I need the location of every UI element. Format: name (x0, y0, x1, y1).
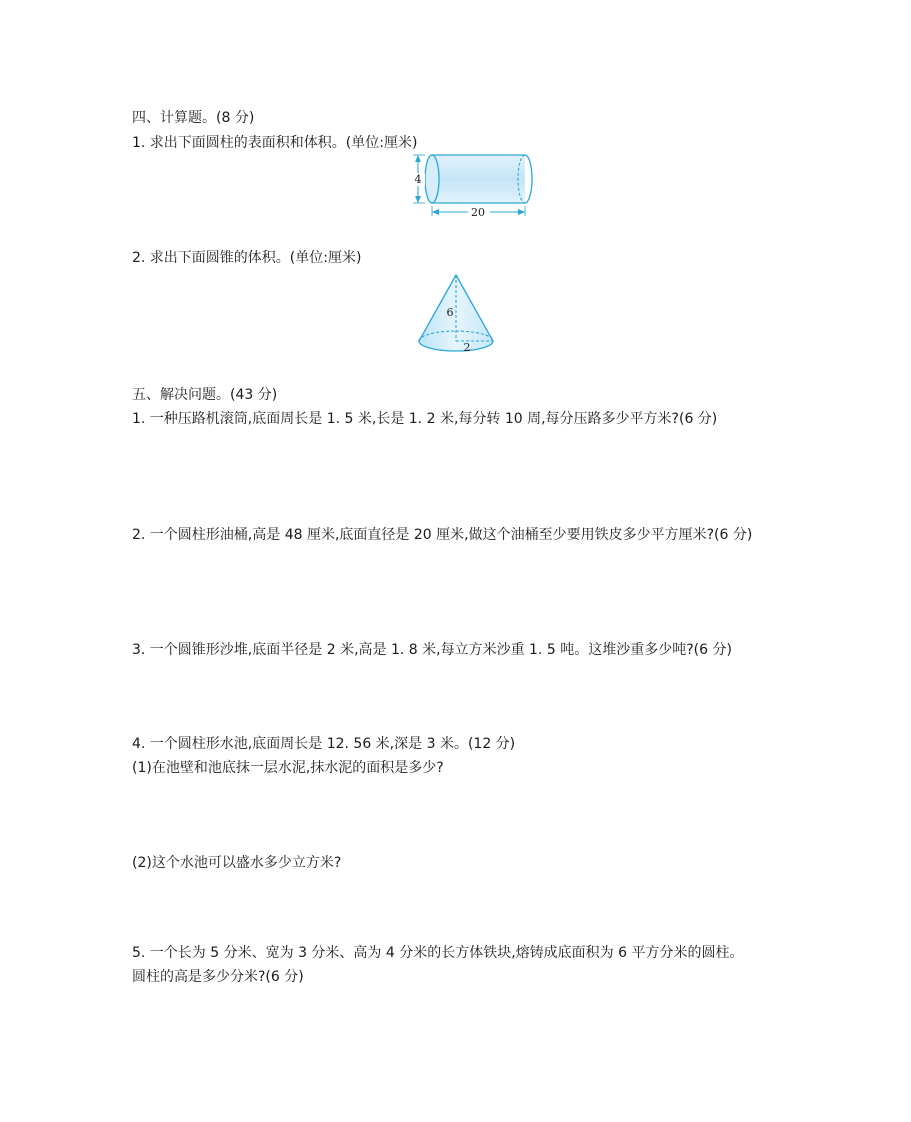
cylinder-height-label: 4 (414, 173, 422, 186)
section-5-question-5-line-2: 圆柱的高是多少分米?(6 分) (132, 969, 304, 985)
section-5-title: 五、解决问题。(43 分) (132, 387, 278, 403)
section-5-question-2: 2. 一个圆柱形油桶,高是 48 厘米,底面直径是 20 厘米,做这个油桶至少要用铁皮多少平方厘米?(6 分) (132, 527, 753, 543)
cylinder-body (432, 155, 525, 203)
cone-height-label: 6 (446, 306, 454, 319)
section-5-question-4: 4. 一个圆柱形水池,底面周长是 12. 56 米,深是 3 米。(12 分) (132, 736, 516, 752)
section-4-question-2: 2. 求出下面圆锥的体积。(单位:厘米) (132, 250, 362, 266)
section-5-question-1: 1. 一种压路机滚筒,底面周长是 1. 5 米,长是 1. 2 米,每分转 10 周,每分压路多少平方米?(6 分) (132, 411, 718, 427)
section-5-question-5-line-1: 5. 一个长为 5 分米、宽为 3 分米、高为 4 分米的长方体铁块,熔铸成底面积为 6 平方分米的圆柱。 (132, 945, 744, 961)
section-5-question-4-part-1: (1)在池壁和池底抹一层水泥,抹水泥的面积是多少? (132, 760, 444, 776)
cone-radius-label: 2 (463, 341, 471, 354)
section-5-question-3: 3. 一个圆锥形沙堆,底面半径是 2 米,高是 1. 8 米,每立方米沙重 1. 5 吨。这堆沙重多少吨?(6 分) (132, 642, 732, 658)
cylinder-length-label: 20 (471, 206, 485, 219)
section-4-question-1: 1. 求出下面圆柱的表面积和体积。(单位:厘米) (132, 135, 418, 151)
section-5-question-4-part-2: (2)这个水池可以盛水多少立方米? (132, 855, 342, 871)
cone-diagram (412, 270, 500, 358)
cylinder-diagram (405, 148, 540, 224)
cylinder-left-face (425, 155, 439, 203)
section-4-title: 四、计算题。(8 分) (132, 110, 255, 126)
